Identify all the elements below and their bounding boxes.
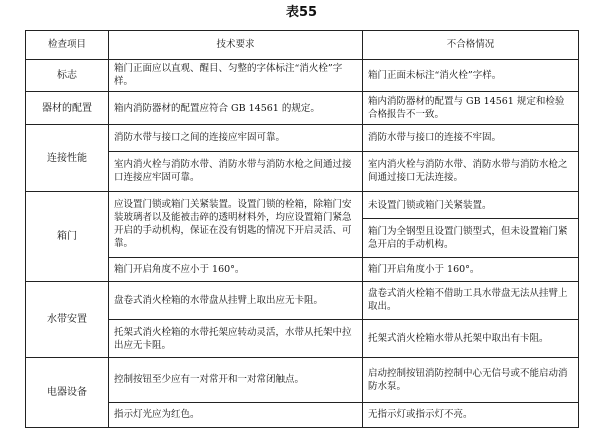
requirement-cell: 应设置门锁或箱门关紧装置。设置门锁的栓箱，除箱门安装玻璃者以及能被击碎的透明材料外，均应设置箱门紧急开启的手动机构，保证在没有钥匙的情况下开启灵活、可靠。: [109, 191, 363, 257]
category-cell: 水带安置: [26, 281, 109, 357]
requirement-cell: 室内消火栓与消防水带、消防水带与消防水枪之间通过接口连接应牢固可靠。: [109, 151, 363, 191]
table-row: [26, 125, 579, 151]
table-row: [26, 59, 579, 92]
category-cell: 器材的配置: [26, 92, 109, 125]
requirement-cell: 盘卷式消火栓箱的水带盘从挂臂上取出应无卡阻。: [109, 281, 363, 319]
category-cell: 连接性能: [26, 125, 109, 192]
header-item: 检查项目: [26, 31, 109, 60]
table-header-row: [26, 31, 579, 60]
requirement-cell: 控制按钮至少应有一对常开和一对常闭触点。: [109, 358, 363, 402]
header-nonconformity: 不合格情况: [363, 31, 579, 60]
nonconformity-cell: 箱内消防器材的配置与 GB 14561 规定和检验合格报告不一致。: [363, 92, 579, 125]
table-row: [26, 151, 579, 191]
nonconformity-cell: 室内消火栓与消防水带、消防水带与消防水枪之间通过接口无法连接。: [363, 151, 579, 191]
table-row: [26, 402, 579, 427]
table-row: [26, 257, 579, 281]
nonconformity-cell: 消防水带与接口的连接不牢固。: [363, 125, 579, 151]
nonconformity-cell: 箱门为全钢型且设置门锁型式，但未设置箱门紧急开启的手动机构。: [363, 219, 579, 257]
requirement-cell: 箱门正面应以直观、醒目、匀整的字体标注“消火栓”字样。: [109, 59, 363, 92]
table-row: [26, 191, 579, 219]
nonconformity-cell: 启动控制按钮消防控制中心无信号或不能启动消防水泵。: [363, 358, 579, 402]
requirement-cell: 托架式消火栓箱的水带托架应转动灵活，水带从托架中拉出应无卡阻。: [109, 319, 363, 357]
nonconformity-cell: 无指示灯或指示灯不亮。: [363, 402, 579, 427]
table-row: [26, 358, 579, 402]
nonconformity-cell: 盘卷式消火栓箱不借助工具水带盘无法从挂臂上取出。: [363, 281, 579, 319]
table-row: [26, 92, 579, 125]
requirement-cell: 箱内消防器材的配置应符合 GB 14561 的规定。: [109, 92, 363, 125]
nonconformity-cell: 托架式消火栓箱水带从托架中取出有卡阻。: [363, 319, 579, 357]
requirement-cell: 消防水带与接口之间的连接应牢固可靠。: [109, 125, 363, 151]
table-row: [26, 281, 579, 319]
category-cell: 箱门: [26, 191, 109, 281]
category-cell: 电器设备: [26, 358, 109, 428]
table-row: [26, 319, 579, 357]
header-requirement: 技术要求: [109, 31, 363, 60]
nonconformity-cell: 箱门正面未标注“消火栓”字样。: [363, 59, 579, 92]
category-cell: 标志: [26, 59, 109, 92]
nonconformity-cell: 箱门开启角度小于 160°。: [363, 257, 579, 281]
requirement-cell: 指示灯光应为红色。: [109, 402, 363, 427]
nonconformity-cell: 未设置门锁或箱门关紧装置。: [363, 191, 579, 219]
inspection-table: [25, 30, 579, 428]
table-title: 表55: [285, 5, 318, 20]
requirement-cell: 箱门开启角度不应小于 160°。: [109, 257, 363, 281]
